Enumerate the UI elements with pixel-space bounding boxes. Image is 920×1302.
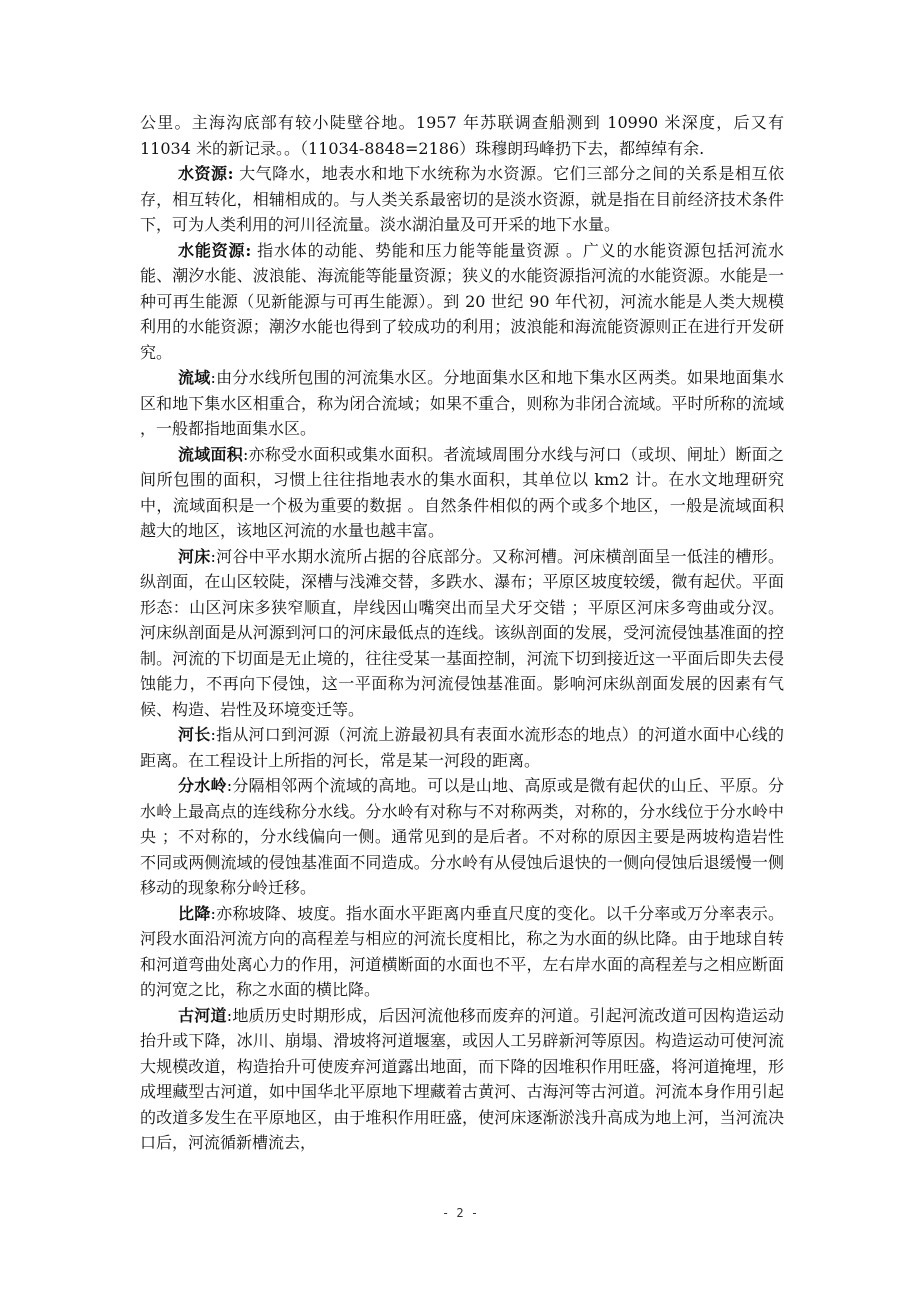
paragraph-trench-depth [140, 110, 784, 161]
paragraph-term: 河床 [178, 546, 211, 566]
document-body [140, 110, 784, 1156]
paragraph-text: :亦称受水面积或集水面积。者流域周围分水线与河口（或坝、闸址）断面之间所包围的面积，习惯上往往指地表水的集水面积，其单位以 km2 计。在水文地理研究中，流域面积是一个极为重要的数据 。自然条件相似的两个或多个地区，一般是流域面积越大的地区，该地区河流的水量也越丰富。 [140, 444, 784, 540]
paragraph-ancient-river-channel [140, 1003, 784, 1156]
paragraph-term: 流域 [178, 368, 211, 387]
paragraph-term: 分水岭 [178, 776, 227, 795]
paragraph-text: 大气降水，地表水和地下水统称为水资源。它们三部分之间的关系是相互依存，相互转化，相辅相成的。与人类关系最密切的是淡水资源，就是指在目前经济技术条件下，可为人类利用的河川径流量。淡水湖泊量及可开采的地下水量。 [140, 164, 784, 234]
paragraph-term: 比降 [178, 903, 211, 923]
paragraph-gradient [140, 901, 784, 1003]
paragraph-water-resources [140, 161, 784, 238]
paragraph-text: 指水体的动能、势能和压力能等能量资源 。广义的水能资源包括河流水能、潮汐水能、波浪能、海流能等能量资源；狭义的水能资源指河流的水能资源。水能是一种可再生能源（见新能源与可再生能源）。到 20 世纪 90 年代初，河流水能是人类大规模利用的水能资源；潮汐水能也得到了较成功的利用；波浪能和海流能资源则正在进行开发研究。 [140, 240, 784, 362]
paragraph-text: :分隔相邻两个流域的高地。可以是山地、高原或是微有起伏的山丘、平原。分水岭上最高点的连线称分水线。分水岭有对称与不对称两类，对称的，分水线位于分水岭中央 ；不对称的，分水线偏向一侧。通常见到的是后者。不对称的原因主要是两坡构造岩性不同或两侧流域的侵蚀基准面不同造成。分水岭有从侵蚀后退快的一侧向侵蚀后退缓慢一侧移动的现象称分岭迁移。 [140, 776, 784, 897]
paragraph-drainage-basin [140, 365, 784, 442]
paragraph-hydropower-resources [140, 238, 784, 366]
paragraph-watershed-divide [140, 773, 784, 901]
paragraph-river-bed [140, 544, 784, 723]
paragraph-term: 河长 [178, 725, 211, 744]
paragraph-text: 公里。主海沟底部有较小陡壁谷地。1957 年苏联调查船测到 10990 米深度，后又有 11034 米的新记录。。（11034-8848=2186）珠穆朗玛峰扔下去，都绰绰有余. [140, 113, 784, 158]
paragraph-text: :由分水线所包围的河流集水区。分地面集水区和地下集水区两类。如果地面集水区和地下集水区相重合，称为闭合流域；如果不重合，则称为非闭合流域。平时所称的流域 ，一般都指地面集水区。 [140, 368, 784, 438]
paragraph-term: 流域面积 [178, 444, 243, 464]
paragraph-term: 水能资源: [178, 240, 252, 260]
paragraph-text: :河谷中平水期水流所占据的谷底部分。又称河槽。河床横剖面呈一低洼的槽形。纵剖面，在山区较陡，深槽与浅滩交替，多跌水、瀑布；平原区坡度较缓，微有起伏。平面形态：山区河床多狭窄顺直，岸线因山嘴突出而呈犬牙交错 ；平原区河床多弯曲或分汊。河床纵剖面是从河源到河口的河床最低点的连线。该纵剖面的发展，受河流侵蚀基准面的控制。河流的下切面是无止境的，往往受某一基面控制，河流下切到接近这一平面后即失去侵蚀能力，不再向下侵蚀，这一平面称为河流侵蚀基准面。影响河床纵剖面发展的因素有气候、构造、岩性及环境变迁等。 [140, 546, 784, 719]
paragraph-term: 水资源: [178, 164, 234, 183]
paragraph-basin-area [140, 442, 784, 544]
paragraph-text: :地质历史时期形成，后因河流他移而废弃的河道。引起河流改道可因构造运动抬升或下降，冰川、崩塌、滑坡将河道堰塞，或因人工另辟新河等原因。构造运动可使河流大规模改道，构造抬升可使废弃河道露出地面，而下降的因堆积作用旺盛，将河道掩埋，形成埋藏型古河道，如中国华北平原地下埋藏着古黄河、古海河等古河道。河流本身作用引起的改道多发生在平原地区，由于堆积作用旺盛，使河床逐渐淤浅升高成为地上河，当河流决口后，河流循新槽流去， [140, 1005, 784, 1152]
page-number: - 2 - [441, 1206, 479, 1220]
paragraph-text: :指从河口到河源（河流上游最初具有表面水流形态的地点）的河道水面中心线的距离。在工程设计上所指的河长，常是某一河段的距离。 [140, 725, 784, 770]
paragraph-river-length [140, 722, 784, 773]
paragraph-text: :亦称坡降、坡度。指水面水平距离内垂直尺度的变化。以千分率或万分率表示。河段水面沿河流方向的高程差与相应的河流长度相比，称之为水面的纵比降。由于地球自转和河道弯曲处离心力的作用，河道横断面的水面也不平，左右岸水面的高程差与之相应断面的河宽之比，称之水面的横比降。 [140, 903, 784, 999]
paragraph-term: 古河道 [178, 1005, 227, 1025]
